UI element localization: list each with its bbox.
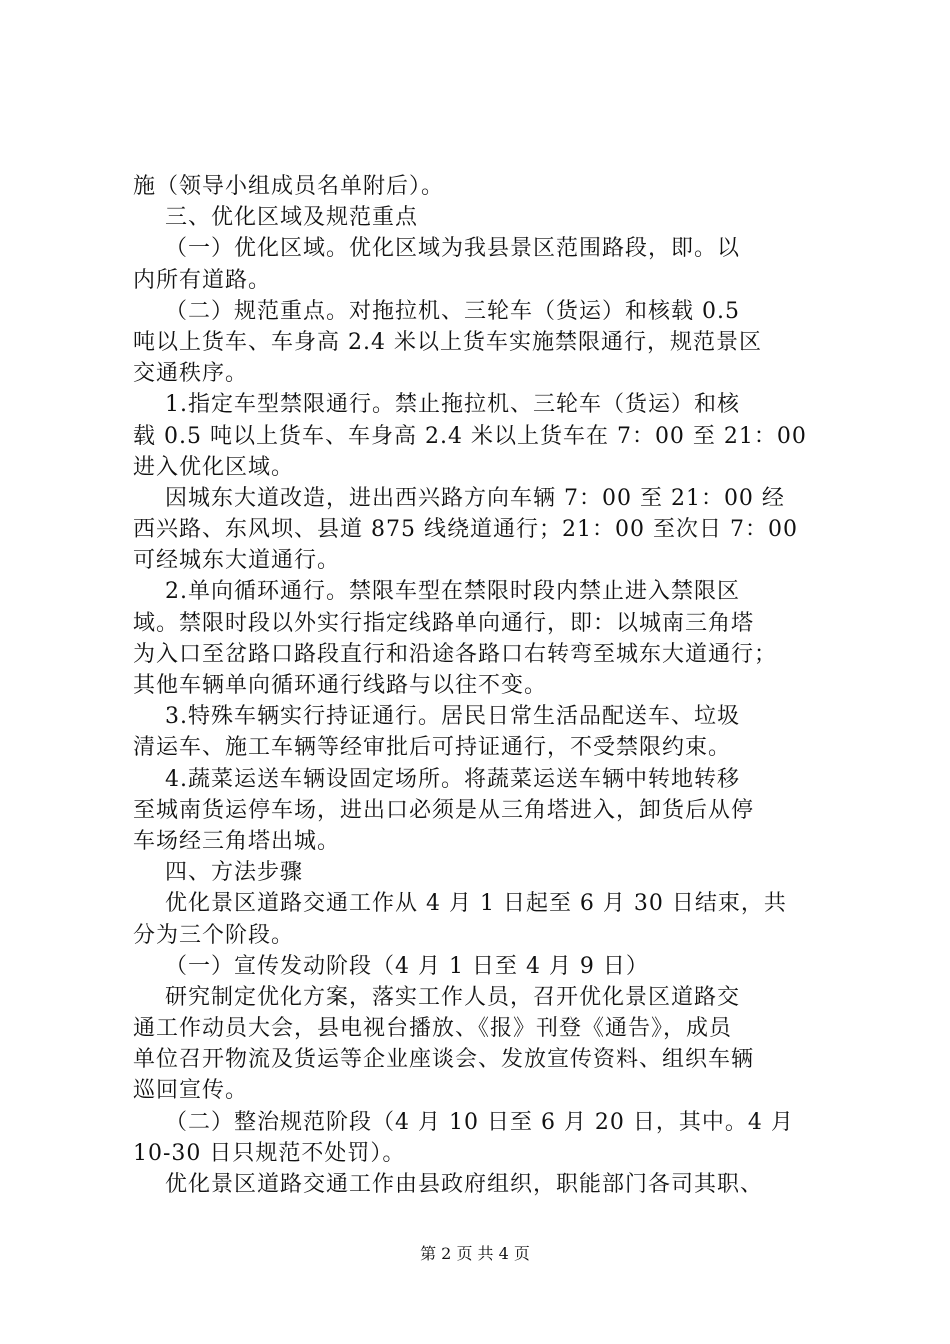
- text-line: （二）整治规范阶段（4 月 10 日至 6 月 20 日，其中。4 月: [133, 1109, 794, 1135]
- text-line: 1.指定车型禁限通行。禁止拖拉机、三轮车（货运）和核: [133, 392, 740, 418]
- body-text: [133, 171, 833, 1200]
- text-line: 其他车辆单向循环通行线路与以往不变。: [133, 673, 548, 698]
- text-line: 域。禁限时段以外实行指定线路单向通行，即：以城南三角塔: [133, 610, 755, 636]
- text-line: 因城东大道改造，进出西兴路方向车辆 7：00 至 21：00 经: [133, 485, 785, 511]
- text-line: 巡回宣传。: [133, 1078, 249, 1104]
- text-line: 西兴路、东风坝、县道 875 线绕道通行；21：00 至次日 7：00: [133, 517, 798, 543]
- text-line: 吨以上货车、车身高 2.4 米以上货车实施禁限通行，规范景区: [133, 329, 762, 355]
- text-line: 单位召开物流及货运等企业座谈会、发放宣传资料、组织车辆: [133, 1047, 755, 1073]
- text-line: 施（领导小组成员名单附后）。: [133, 174, 445, 199]
- text-line: 分为三个阶段。: [133, 922, 295, 948]
- text-line: 可经城东大道通行。: [133, 548, 341, 574]
- text-line: 4.蔬菜运送车辆设固定场所。将蔬菜运送车辆中转地转移: [133, 766, 740, 792]
- text-line: 优化景区道路交通工作从 4 月 1 日起至 6 月 30 日结束，共: [133, 891, 787, 917]
- text-line: 进入优化区域。: [133, 454, 295, 480]
- text-line: 为入口至岔路口路段直行和沿途各路口右转弯至城东大道通行；: [133, 641, 778, 667]
- text-line: 清运车、施工车辆等经审批后可持证通行，不受禁限约束。: [133, 735, 732, 761]
- text-line: 通工作动员大会，县电视台播放、《报》刊登《通告》，成员: [133, 1016, 733, 1042]
- text-line: 2.单向循环通行。禁限车型在禁限时段内禁止进入禁限区: [133, 579, 740, 605]
- section-heading: 四、方法步骤: [133, 860, 303, 886]
- text-line: 3.特殊车辆实行持证通行。居民日常生活品配送车、垃圾: [133, 704, 740, 730]
- section-heading: 三、优化区域及规范重点: [133, 205, 418, 231]
- text-line: 10-30 日只规范不处罚）。: [133, 1140, 406, 1166]
- text-line: 研究制定优化方案，落实工作人员，召开优化景区道路交: [133, 984, 740, 1010]
- text-line: 车场经三角塔出城。: [133, 828, 341, 854]
- text-line: （一）宣传发动阶段（4 月 1 日至 4 月 9 日）: [133, 953, 649, 979]
- text-line: （一）优化区域。优化区域为我县景区范围路段，即。以: [133, 236, 740, 262]
- text-line: 优化景区道路交通工作由县政府组织，职能部门各司其职、: [133, 1172, 763, 1197]
- text-line: 至城南货运停车场，进出口必须是从三角塔进入，卸货后从停: [133, 797, 755, 823]
- text-line: 内所有道路。: [133, 267, 272, 293]
- text-line: （二）规范重点。对拖拉机、三轮车（货运）和核载 0.5: [133, 298, 740, 324]
- page-footer: 第 2 页 共 4 页: [420, 1244, 530, 1263]
- text-line: 载 0.5 吨以上货车、车身高 2.4 米以上货车在 7：00 至 21：00: [133, 423, 807, 449]
- text-line: 交通秩序。: [133, 361, 249, 387]
